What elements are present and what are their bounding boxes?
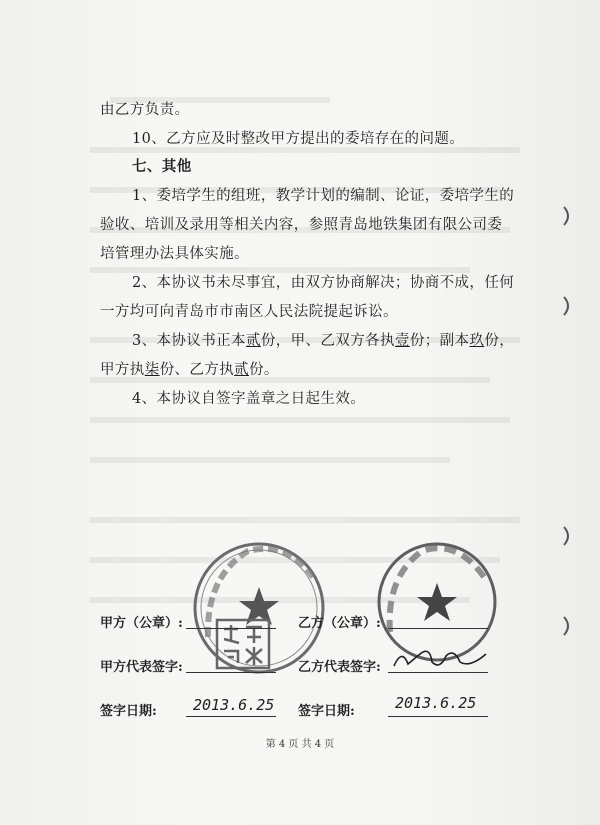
- item-2-line-2: 一方均可向青岛市市南区人民法院提起诉讼。: [100, 304, 398, 320]
- clause-10: 10、乙方应及时整改甲方提出的委培存在的问题。: [132, 131, 465, 147]
- party-b-handwritten-signature: [390, 644, 490, 674]
- party-a-seal-label: 甲方（公章）:: [100, 616, 183, 631]
- party-a-rep-label: 甲方代表签字:: [100, 660, 183, 675]
- continued-clause: 由乙方负责。: [100, 102, 190, 118]
- page-number: 第 4 页 共 4 页: [265, 739, 335, 750]
- item-1-line-2: 验收、培训及录用等相关内容，参照青岛地铁集团有限公司委: [100, 217, 503, 233]
- item-3-line-1: 3、本协议书正本贰份，甲、乙双方各执壹份；副本玖份，: [132, 333, 515, 349]
- item-2-line-1: 2、本协议书未尽事宜，由双方协商解决；协商不成，任何: [132, 275, 515, 291]
- party-a-date-value: 2013.6.25: [193, 696, 275, 714]
- personal-seal: [214, 617, 272, 671]
- binding-hole-mark: [562, 295, 572, 317]
- party-a-date-line: [186, 716, 276, 717]
- item-3-line-2: 甲方执柒份、乙方执贰份。: [100, 362, 279, 378]
- party-a-date-label: 签字日期:: [100, 704, 157, 719]
- binding-hole-mark: [562, 615, 572, 637]
- item-1-line-1: 1、委培学生的组班，教学计划的编制、论证，委培学生的: [132, 188, 515, 204]
- party-b-date-value: 2013.6.25: [395, 694, 477, 712]
- party-a-rep-line: [186, 672, 276, 673]
- binding-hole-mark: [562, 205, 572, 227]
- party-b-rep-label: 乙方代表签字:: [298, 660, 381, 675]
- party-a-seal-line: [186, 628, 276, 629]
- item-1-line-3: 培管理办法具体实施。: [100, 246, 249, 262]
- party-b-date-label: 签字日期:: [298, 704, 355, 719]
- section-heading-other: 七、其他: [132, 158, 192, 175]
- item-4: 4、本协议自签字盖章之日起生效。: [132, 391, 366, 407]
- party-b-seal-label: 乙方（公章）:: [298, 616, 381, 631]
- party-b-date-line: [388, 716, 488, 717]
- binding-hole-mark: [562, 525, 572, 547]
- party-b-seal-line: [388, 628, 488, 629]
